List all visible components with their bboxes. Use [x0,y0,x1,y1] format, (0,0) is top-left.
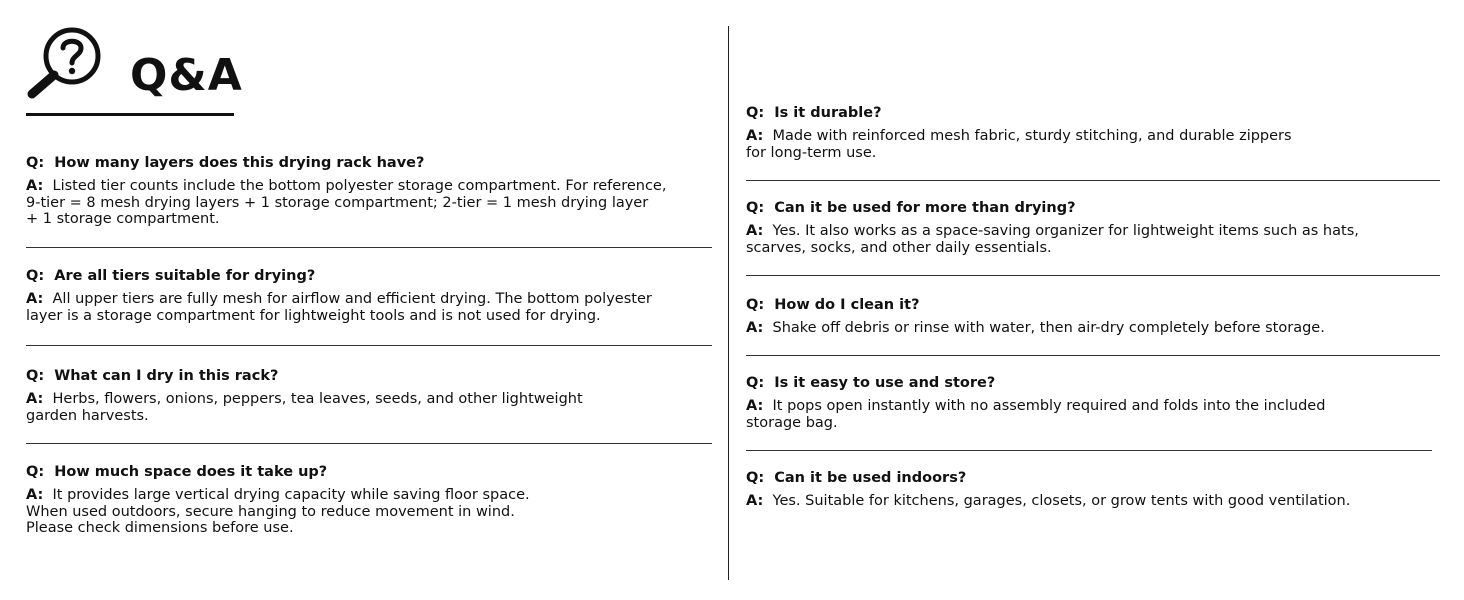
qa-item [26,367,716,424]
separator [746,180,1440,181]
question: Q: Are all tiers suitable for drying? [26,268,316,284]
qa-item [26,154,716,228]
answer: A: Yes. It also works as a space-saving organizer for lightweight items such as hats, scarves, socks, and other daily essentials. [746,223,1359,256]
separator [26,247,712,248]
question: Q: How many layers does this drying rack have? [26,155,425,171]
question: Q: How do I clean it? [746,297,920,313]
separator [26,443,712,444]
qa-header [26,26,243,116]
qa-item [746,104,1446,161]
answer: A: It pops open instantly with no assembly required and folds into the included storage bag. [746,398,1326,431]
answer: A: All upper tiers are fully mesh for airflow and efficient drying. The bottom polyester layer is a storage compartment for lightweight tools and is not used for drying. [26,291,652,324]
page-title: Q&A [130,50,243,101]
separator [26,345,712,346]
answer: A: Herbs, flowers, onions, peppers, tea leaves, seeds, and other lightweight garden harvests. [26,391,583,424]
qa-item [746,296,1446,337]
question: Q: How much space does it take up? [26,464,328,480]
qa-item [746,374,1446,431]
separator [746,275,1440,276]
separator [746,355,1440,356]
question: Q: Can it be used indoors? [746,470,967,486]
separator [746,450,1432,451]
answer: A: It provides large vertical drying capacity while saving floor space. When used outdoors, secure hanging to reduce movement in wind. Please check dimensions before use. [26,487,530,536]
title-underline [26,113,234,116]
qa-item [26,267,716,324]
question: Q: Can it be used for more than drying? [746,200,1076,216]
qa-item [26,463,716,537]
answer: A: Listed tier counts include the bottom polyester storage compartment. For reference, 9-tier = 8 mesh drying layers + 1 storage compartment; 2-tier = 1 mesh drying layer + 1 storage compartment. [26,178,667,227]
answer: A: Shake off debris or rinse with water, then air-dry completely before storage. [746,320,1325,336]
question: Q: What can I dry in this rack? [26,368,279,384]
column-divider [728,26,729,580]
question: Q: Is it easy to use and store? [746,375,996,391]
question: Q: Is it durable? [746,105,882,121]
qa-item [746,199,1446,256]
answer: A: Made with reinforced mesh fabric, sturdy stitching, and durable zippers for long-term use. [746,128,1292,161]
qa-item [746,469,1446,510]
answer: A: Yes. Suitable for kitchens, garages, closets, or grow tents with good ventilation. [746,493,1351,509]
magnifier-question-icon [26,26,104,104]
